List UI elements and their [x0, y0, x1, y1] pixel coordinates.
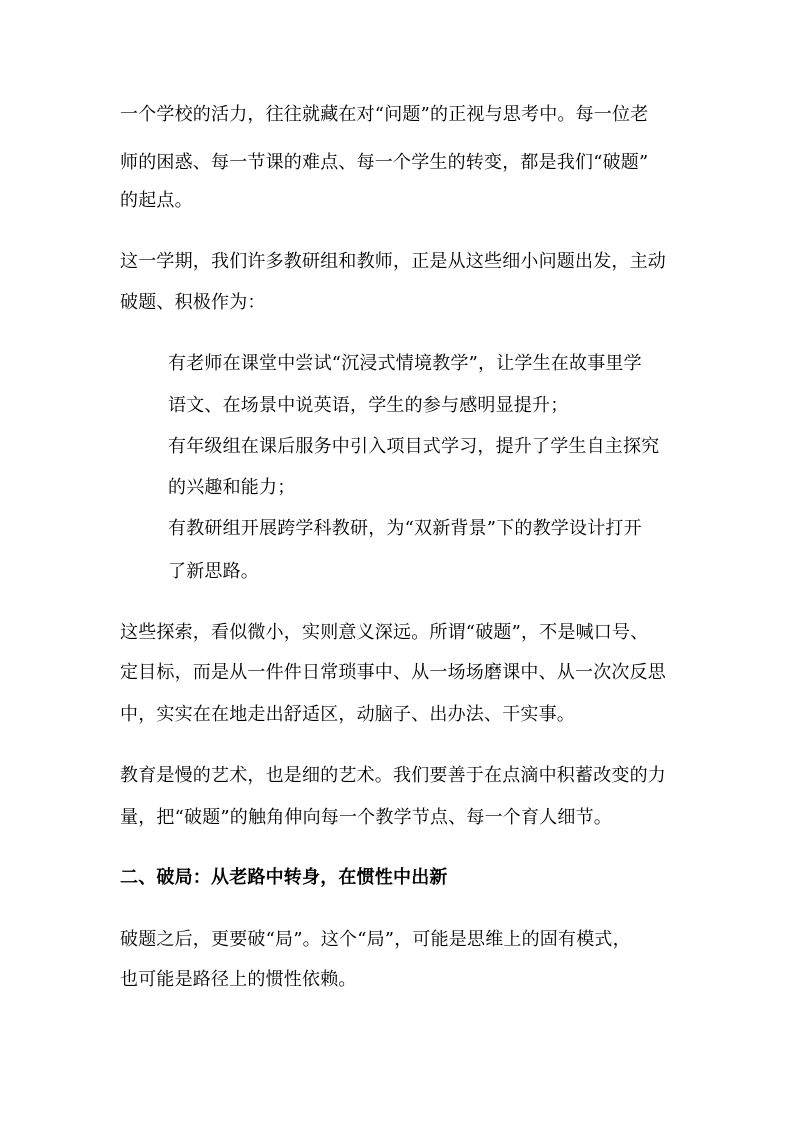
example-3-line-1: 有教研组开展跨学科教研，为“双新背景”下的教学设计打开	[168, 518, 642, 539]
paragraph-4-line-1: 教育是慢的艺术，也是细的艺术。我们要善于在点滴中积蓄改变的力	[120, 765, 666, 786]
paragraph-2-line-1: 这一学期，我们许多教研组和教师，正是从这些细小问题出发，主动	[120, 251, 666, 272]
paragraph-5-line-1: 破题之后，更要破“局”。这个“局”，可能是思维上的固有模式，	[120, 929, 631, 950]
paragraph-1-line-2: 师的困惑、每一节课的难点、每一个学生的转变，都是我们“破题”	[120, 152, 649, 173]
paragraph-1-line-1: 一个学校的活力，往往就藏在对“问题”的正视与思考中。每一位老	[120, 104, 649, 125]
paragraph-1-line-3: 的起点。	[120, 190, 193, 211]
paragraph-5-line-2: 也可能是路径上的惯性依赖。	[120, 969, 357, 990]
paragraph-4-line-2: 量，把“破题”的触角伸向每一个教学节点、每一个育人细节。	[120, 807, 613, 828]
paragraph-3-line-1: 这些探索，看似微小，实则意义深远。所谓“破题”，不是喊口号、	[120, 622, 649, 643]
paragraph-3-line-2: 定目标，而是从一件件日常琐事中、从一场场磨课中、从一次次反思	[120, 662, 666, 683]
section-heading: 二、破局：从老路中转身，在惯性中出新	[120, 867, 448, 888]
example-3-line-2: 了新思路。	[168, 561, 259, 582]
example-1-line-2: 语文、在场景中说英语，学生的参与感明显提升；	[168, 395, 569, 416]
example-2-line-2: 的兴趣和能力；	[168, 477, 296, 498]
example-2-line-1: 有年级组在课后服务中引入项目式学习，提升了学生自主探究	[168, 436, 660, 457]
paragraph-3-line-3: 中，实实在在地走出舒适区，动脑子、出办法、干实事。	[120, 704, 575, 725]
paragraph-2-line-2: 破题、积极作为：	[120, 292, 266, 313]
example-1-line-1: 有老师在课堂中尝试“沉浸式情境教学”，让学生在故事里学	[168, 353, 642, 374]
